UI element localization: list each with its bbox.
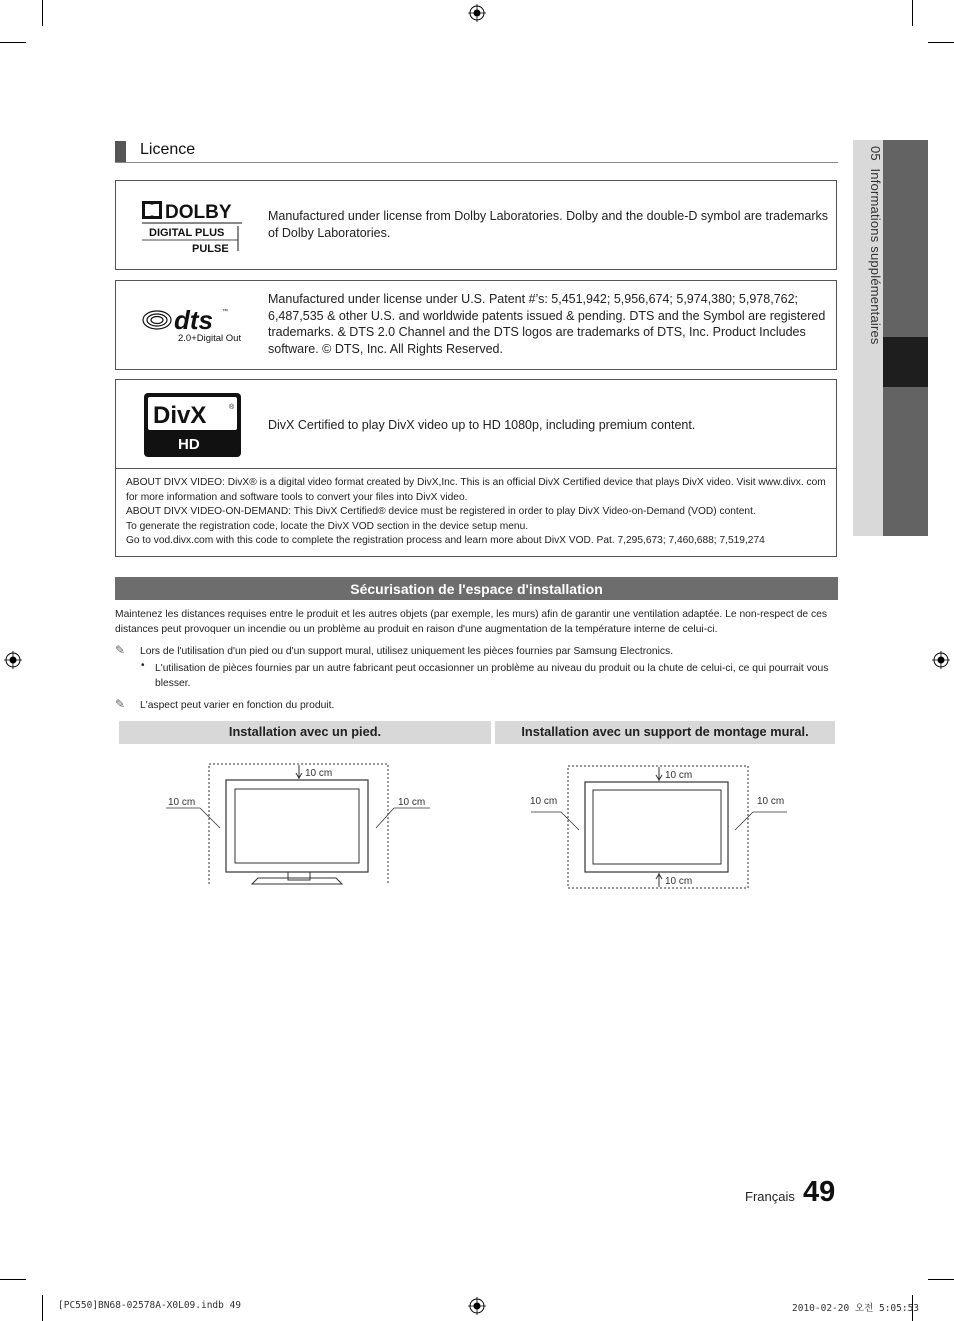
- distance-label-bottom: 10 cm: [665, 876, 693, 887]
- divx-logo-word: DivX: [153, 402, 207, 429]
- distance-label-top: 10 cm: [665, 770, 693, 781]
- install-note-parts: Lors de l'utilisation d'un pied ou d'un support mural, utilisez uniquement les pièces fournies par Samsung Electronics.: [140, 646, 674, 657]
- chapter-tab-label: [868, 146, 883, 345]
- dts-logo-tm: ™: [222, 309, 228, 315]
- install-note-appearance: L'aspect peut varier en fonction du produit.: [140, 700, 335, 711]
- note-icon: ✎: [115, 643, 126, 657]
- section-title: Licence: [140, 141, 196, 158]
- wall-mount-installation-diagram: [525, 760, 800, 895]
- distance-label-right: 10 cm: [757, 796, 785, 807]
- slug-date: 2010-02-20 오전 5:05:53: [792, 1303, 920, 1314]
- crop-mark: [928, 42, 954, 43]
- dolby-licence-box: [115, 180, 837, 270]
- dolby-logo-word: DOLBY: [165, 202, 232, 223]
- install-bullet-warning: L'utilisation de pièces fournies par un autre fabricant peut occasionner un problème au niveau du produit ou la chute de celui-ci, ce qui pourrait vous blesser.: [155, 663, 829, 689]
- dolby-logo-line1: DIGITAL PLUS: [149, 227, 225, 239]
- crop-mark: [928, 1279, 954, 1280]
- distance-label-left: 10 cm: [530, 796, 558, 807]
- dolby-licence-text: Manufactured under license from Dolby Laboratories. Dolby and the double-D symbol are trademarks of Dolby Laboratories.: [268, 209, 829, 240]
- crop-mark: [42, 1295, 43, 1321]
- footer-language: Français: [745, 1189, 795, 1204]
- registration-mark-icon: [468, 1297, 486, 1315]
- divx-about-line: ABOUT DIVX VIDEO: DivX® is a digital video format created by DivX,Inc. This is an official DivX Certified device that plays DivX video. Visit www.divx. com for more information and software tools to convert your files into DivX video.: [126, 477, 826, 503]
- dolby-logo-line2: PULSE: [192, 243, 229, 255]
- crop-mark: [0, 1279, 26, 1280]
- divx-about-text: [116, 468, 836, 549]
- dts-logo-word: dts: [174, 305, 213, 335]
- distance-label-right: 10 cm: [398, 797, 426, 808]
- chapter-title: Informations supplémentaires: [868, 168, 883, 345]
- install-section-header: Sécurisation de l'espace d'installation: [115, 577, 838, 600]
- note-icon: ✎: [115, 697, 126, 711]
- chapter-tab-marker: [883, 337, 928, 387]
- registration-mark-icon: [4, 651, 22, 669]
- divx-licence-box: [115, 379, 837, 557]
- bullet-icon: •: [141, 660, 145, 671]
- divx-logo-reg: ®: [229, 404, 235, 411]
- column-header-stand: Installation avec un pied.: [119, 721, 491, 744]
- registration-mark-icon: [468, 4, 486, 22]
- dts-licence-text: Manufactured under license under U.S. Patent #’s: 5,451,942; 5,956,674; 5,974,380; 5,978,762; 6,487,535 & other U.S. and worldwide patents issued & pending. DTS and the Symbol are registered trademarks. & DTS 2.0 Channel and the DTS logos are trademarks of DTS, Inc. Product Includes software. © DTS, Inc. All Rights Reserved.: [268, 292, 826, 356]
- divx-about-line: ABOUT DIVX VIDEO-ON-DEMAND: This DivX Certified® device must be registered in order to play DivX Video-on-Demand (VOD) content.: [126, 506, 756, 518]
- section-marker: [115, 141, 126, 162]
- divx-about-line: Go to vod.divx.com with this code to complete the registration process and learn more about DivX VOD. Pat. 7,295,673; 7,460,688; 7,519,274: [126, 535, 765, 547]
- dts-logo: [142, 305, 246, 345]
- dolby-logo: [142, 199, 244, 255]
- section-rule: [115, 162, 838, 163]
- crop-mark: [42, 0, 43, 26]
- crop-mark: [912, 0, 913, 26]
- divx-about-line: To generate the registration code, locate the DivX VOD section in the device setup menu.: [126, 520, 529, 532]
- crop-mark: [0, 42, 26, 43]
- dts-logo-sub: 2.0+Digital Out: [178, 333, 242, 344]
- chapter-number: 05: [868, 146, 883, 161]
- registration-mark-icon: [932, 651, 950, 669]
- column-header-wall: Installation avec un support de montage mural.: [495, 721, 835, 744]
- divx-hd-logo: [143, 392, 243, 458]
- divx-logo-hd: HD: [178, 436, 200, 453]
- divx-licence-text: DivX Certified to play DivX video up to HD 1080p, including premium content.: [268, 418, 696, 432]
- dts-licence-box: [115, 280, 837, 370]
- slug-file: [PC550]BN68-02578A-X0L09.indb 49: [58, 1300, 242, 1311]
- page-number: 49: [803, 1176, 836, 1208]
- distance-label-top: 10 cm: [305, 768, 333, 779]
- install-intro: Maintenez les distances requises entre le produit et les autres objets (par exemple, les murs) afin de garantir une ventilation adaptée. Le non-respect de ces distances peut provoquer un incendie ou un problème au produit en raison d'une augmentation de la température interne de celui-ci.: [115, 609, 828, 635]
- stand-installation-diagram: [160, 760, 440, 890]
- distance-label-left: 10 cm: [168, 797, 196, 808]
